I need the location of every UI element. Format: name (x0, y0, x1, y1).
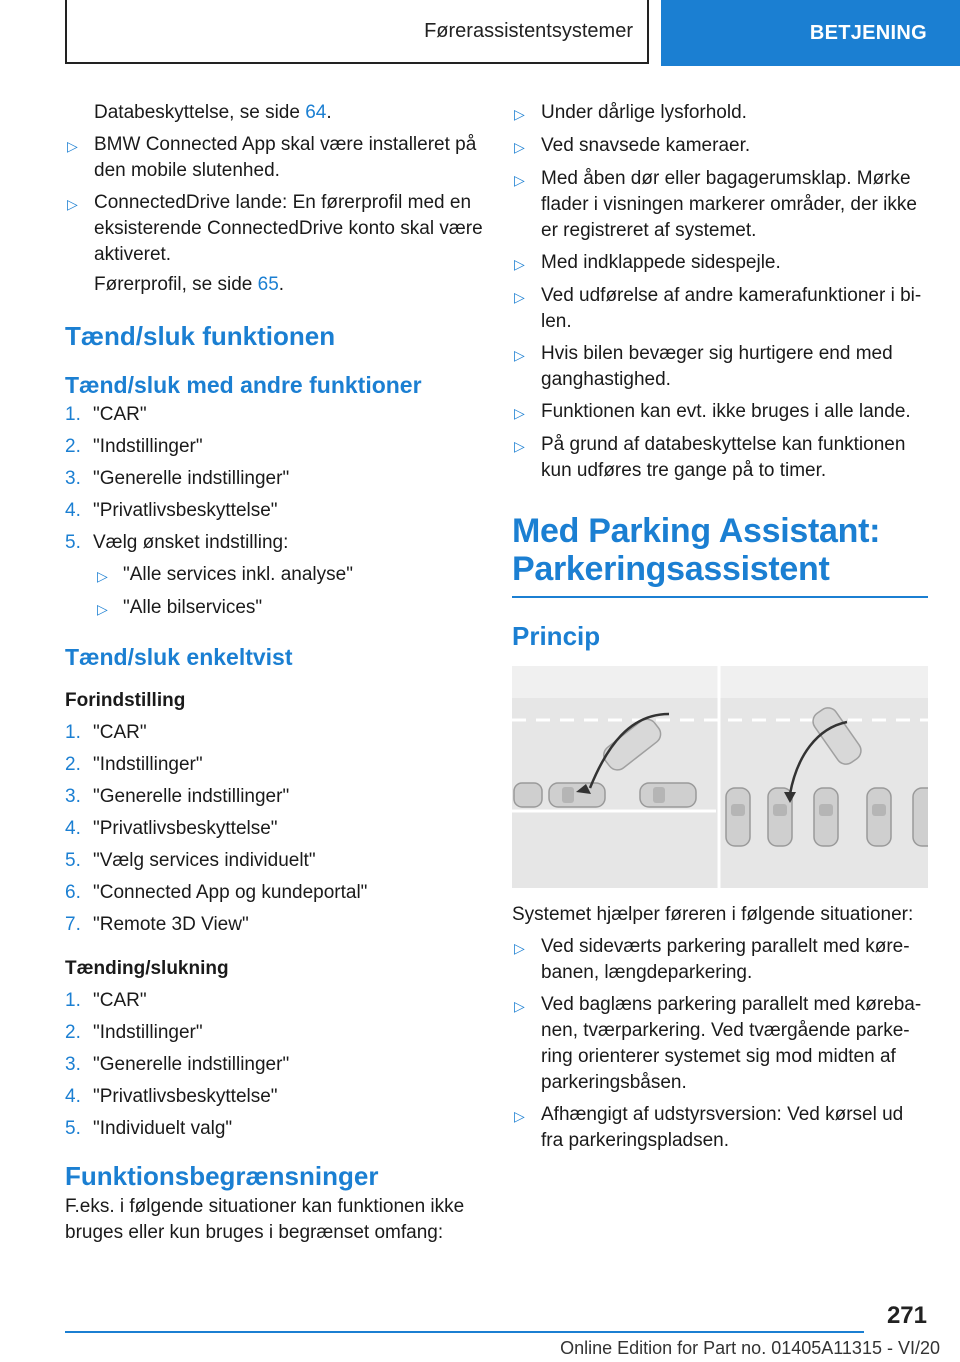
step-item: 5. "Vælg services individuelt" (65, 850, 316, 871)
list-item: ▷ Med åben dør eller bagagerumsklap. Mørke flader i visningen markerer områder, der ikke er registreret af systemet. (512, 166, 928, 244)
list-item: ▷ Med indklappede sidespejle. (512, 250, 928, 277)
triangle-bullet-icon: ▷ (97, 568, 108, 584)
sub-option-item: ▷ "Alle services inkl. analyse" (65, 562, 483, 589)
step-item: 5. Vælg ønsket indstilling: (65, 532, 289, 553)
page-link-65[interactable]: 65 (257, 274, 279, 295)
system-intro: Systemet hjælper føreren i følgende situationer: (512, 904, 914, 925)
heading-parking-assistant: Med Parking Assistant: Parkeringsassistent (512, 512, 881, 588)
triangle-bullet-icon: ▷ (67, 138, 78, 154)
step-item: 5. "Individuelt valg" (65, 1118, 233, 1139)
step-item: 3. "Generelle indstillinger" (65, 468, 290, 489)
triangle-bullet-icon: ▷ (514, 289, 525, 305)
list-item: ▷ BMW Connected App skal være installeret på den mobile slutenhed. (65, 132, 483, 184)
list-item: ▷ Hvis bilen bevæger sig hurtigere end med ganghastighed. (512, 341, 928, 393)
triangle-bullet-icon: ▷ (514, 347, 525, 363)
sub-option-item: ▷ "Alle bilservices" (65, 595, 483, 622)
heading-on-off: Tænding/slukning (65, 958, 229, 979)
heading-toggle-other: Tænd/sluk med andre funktioner (65, 372, 422, 398)
heading-toggle-function: Tænd/sluk funktionen (65, 321, 336, 351)
step-item: 2. "Indstillinger" (65, 754, 203, 775)
triangle-bullet-icon: ▷ (514, 1108, 525, 1124)
list-item: ▷ Ved udførelse af andre kamerafunktioner i bilen. (512, 283, 928, 335)
header-section-title: Førerassistentsystemer (424, 19, 633, 42)
list-item: ▷ På grund af databeskyttelse kan funktionen kun udføres tre gange på to timer. (512, 432, 928, 484)
triangle-bullet-icon: ▷ (514, 940, 525, 956)
triangle-bullet-icon: ▷ (97, 601, 108, 617)
list-item: ▷ Under dårlige lysforhold. (512, 100, 928, 127)
step-item: 3. "Generelle indstillinger" (65, 1054, 290, 1075)
heading-principle: Princip (512, 621, 601, 651)
step-item: 2. "Indstillinger" (65, 436, 203, 457)
step-item: 2. "Indstillinger" (65, 1022, 203, 1043)
limitations-intro: F.eks. i følgende situationer kan funktionen ikke bruges eller kun bruges i begrænset omfang: (65, 1196, 465, 1243)
list-item: ▷ Ved baglæns parkering parallelt med kørebanen, tværparkering. Ved tværgående parkering orienterer systemet sig mod midten af parkeringsbåsen. (512, 992, 928, 1096)
heading-rule (512, 596, 928, 598)
footer-rule (65, 1331, 864, 1333)
list-item: ▷ ConnectedDrive lande: En førerprofil med en eksisterende ConnectedDrive konto skal være aktiveret. (65, 190, 483, 268)
step-item: 4. "Privatlivsbeskyttelse" (65, 1086, 278, 1107)
step-item: 6. "Connected App og kundeportal" (65, 882, 368, 903)
heading-toggle-single: Tænd/sluk enkeltvist (65, 644, 293, 670)
heading-limitations: Funktionsbegrænsninger (65, 1161, 379, 1191)
step-item: 3. "Generelle indstillinger" (65, 786, 290, 807)
header-chapter-label: BETJENING (809, 21, 927, 44)
page-link-64[interactable]: 64 (305, 102, 327, 123)
step-item: 4. "Privatlivsbeskyttelse" (65, 500, 278, 521)
list-item: ▷ Afhængigt af udstyrsversion: Ved kørsel ud fra parkeringspladsen. (512, 1102, 928, 1154)
profile-reference: Førerprofil, se side 65. (94, 274, 285, 295)
header-chapter-tab[interactable] (661, 0, 960, 66)
parking-illustration (512, 666, 928, 888)
parking-illustration-svg (512, 666, 928, 888)
right-column (512, 100, 928, 1160)
edition-text: Online Edition for Part no. 01405A11315 - VI/20 (560, 1338, 940, 1358)
step-item: 1. "CAR" (65, 990, 147, 1011)
step-item: 1. "CAR" (65, 722, 147, 743)
list-item: ▷ Ved snavsede kameraer. (512, 133, 928, 160)
list-item: ▷ Ved sideværts parkering parallelt med kørebanen, længdeparkering. (512, 934, 928, 986)
triangle-bullet-icon: ▷ (514, 256, 525, 272)
triangle-bullet-icon: ▷ (514, 438, 525, 454)
triangle-bullet-icon: ▷ (514, 139, 525, 155)
header-section-box (65, 0, 649, 64)
triangle-bullet-icon: ▷ (67, 196, 78, 212)
triangle-bullet-icon: ▷ (514, 998, 525, 1014)
triangle-bullet-icon: ▷ (514, 405, 525, 421)
left-column (65, 100, 483, 1246)
triangle-bullet-icon: ▷ (514, 106, 525, 122)
step-item: 7. "Remote 3D View" (65, 914, 249, 935)
list-item: ▷ Funktionen kan evt. ikke bruges i alle lande. (512, 399, 928, 426)
heading-preset: Forindstilling (65, 690, 186, 711)
page-number: 271 (886, 1302, 927, 1329)
step-item: 4. "Privatlivsbeskyttelse" (65, 818, 278, 839)
triangle-bullet-icon: ▷ (514, 172, 525, 188)
intro-reference: Databeskyttelse, se side 64. (94, 102, 332, 123)
step-item: 1. "CAR" (65, 404, 147, 425)
